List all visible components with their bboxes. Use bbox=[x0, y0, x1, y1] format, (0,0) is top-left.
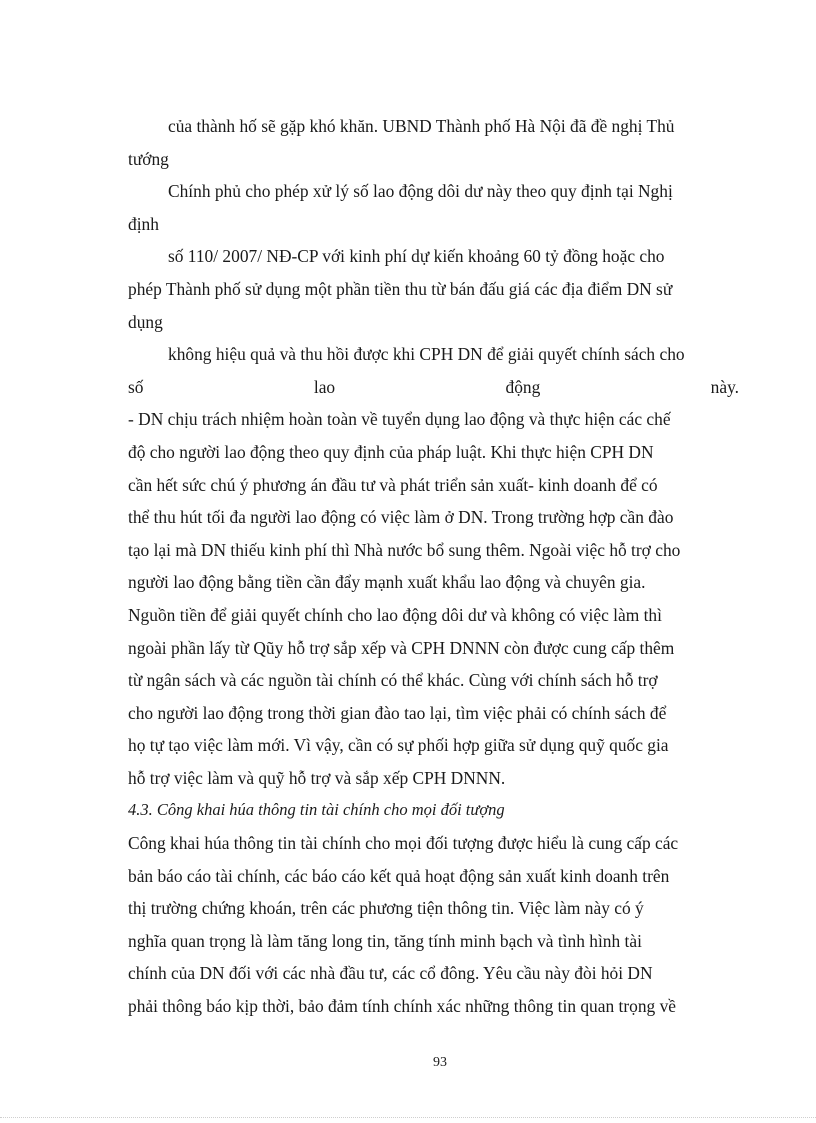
text-line: Nguồn tiền để giải quyết chính cho lao động dôi dư và không có việc làm thì bbox=[128, 604, 662, 625]
text-line: - DN chịu trách nhiệm hoàn toàn về tuyển dụng lao động và thực hiện các chế bbox=[128, 409, 671, 430]
text-line: định bbox=[128, 213, 159, 234]
text-line: hỗ trợ việc làm và quỹ hỗ trợ và sắp xếp CPH DNNN. bbox=[128, 767, 506, 788]
text-line: Công khai húa thông tin tài chính cho mọi đối tượng được hiểu là cung cấp các bbox=[128, 833, 679, 854]
text-line: bản báo cáo tài chính, các báo cáo kết quả hoạt động sản xuất kinh doanh trên bbox=[128, 865, 670, 886]
text-line: số 110/ 2007/ NĐ-CP với kinh phí dự kiến khoảng 60 tỷ đồng hoặc cho bbox=[168, 246, 665, 267]
text-line: tạo lại mà DN thiếu kinh phí thì Nhà nước bổ sung thêm. Ngoài việc hỗ trợ cho bbox=[128, 539, 681, 560]
section-heading: 4.3. Công khai húa thông tin tài chính cho mọi đối tượng bbox=[128, 800, 505, 820]
text-line: người lao động bằng tiền cần đẩy mạnh xuất khẩu lao động và chuyên gia. bbox=[128, 572, 646, 593]
justified-line bbox=[128, 371, 739, 404]
text-line: Chính phủ cho phép xử lý số lao động dôi dư này theo quy định tại Nghị bbox=[168, 181, 673, 202]
document-body bbox=[128, 110, 739, 1023]
text-line: cần hết sức chú ý phương án đầu tư và phát triển sản xuất- kinh doanh để có bbox=[128, 474, 658, 495]
text-line: phải thông báo kịp thời, bảo đảm tính chính xác những thông tin quan trọng về bbox=[128, 996, 676, 1017]
text-line: nghĩa quan trọng là làm tăng long tin, tăng tính minh bạch và tình hình tài bbox=[128, 930, 642, 951]
word: động bbox=[505, 376, 541, 397]
word: số bbox=[128, 376, 144, 397]
page-number: 93 bbox=[433, 1055, 447, 1070]
text-line: dụng bbox=[128, 311, 163, 332]
text-line: phép Thành phố sử dụng một phần tiền thu từ bán đấu giá các địa điểm DN sử bbox=[128, 278, 673, 299]
page-divider bbox=[0, 1117, 816, 1118]
text-line: tướng bbox=[128, 148, 169, 169]
text-line: thị trường chứng khoán, trên các phương tiện thông tin. Việc làm này có ý bbox=[128, 898, 644, 919]
text-line: cho người lao động trong thời gian đào tao lại, tìm việc phải có chính sách để bbox=[128, 702, 667, 723]
text-line: độ cho người lao động theo quy định của pháp luật. Khi thực hiện CPH DN bbox=[128, 441, 654, 462]
word: này. bbox=[710, 376, 739, 397]
word: lao bbox=[313, 376, 336, 397]
text-line: từ ngân sách và các nguồn tài chính có thể khác. Cùng với chính sách hỗ trợ bbox=[128, 670, 658, 691]
text-line: thể thu hút tối đa người lao động có việc làm ở DN. Trong trường hợp cần đào bbox=[128, 507, 674, 528]
text-line: không hiệu quả và thu hồi được khi CPH DN để giải quyết chính sách cho bbox=[168, 344, 685, 365]
text-line: chính của DN đối với các nhà đầu tư, các cổ đông. Yêu cầu này đòi hỏi DN bbox=[128, 963, 653, 984]
text-line: họ tự tạo việc làm mới. Vì vậy, cần có sự phối hợp giữa sử dụng quỹ quốc gia bbox=[128, 735, 669, 756]
text-line: của thành hố sẽ gặp khó khăn. UBND Thành phố Hà Nội đã đề nghị Thủ bbox=[168, 116, 675, 136]
text-line: ngoài phần lấy từ Qũy hỗ trợ sắp xếp và CPH DNNN còn được cung cấp thêm bbox=[128, 637, 675, 658]
